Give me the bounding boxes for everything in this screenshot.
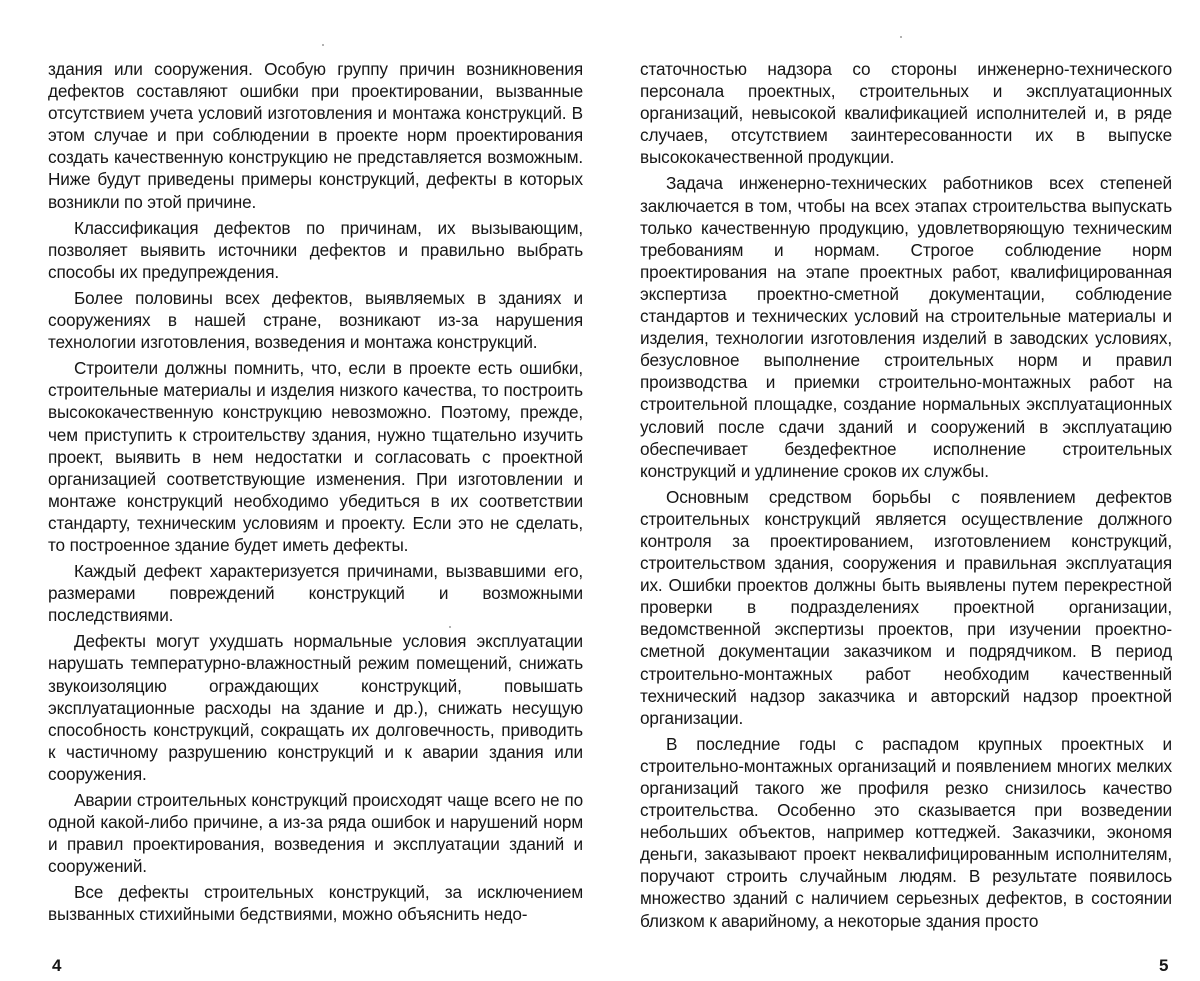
page-gutter	[600, 0, 624, 981]
page-number-right: 5	[1159, 956, 1169, 975]
scan-speck	[322, 44, 324, 46]
body-paragraph: Аварии строительных конструкций происходят чаще всего не по одной какой-либо причине, а из-за ряда ошибок и нарушений норм и правил проектирования, возведения и эксплуатации зданий и сооружений.	[48, 790, 583, 877]
page-number-left: 4	[52, 956, 62, 975]
body-paragraph: Все дефекты строительных конструкций, за исключением вызванных стихийными бедствиями, можно объяснить недо-	[48, 882, 583, 925]
body-paragraph: Строители должны помнить, что, если в проекте есть ошибки, строительные материалы и изделия низкого качества, то построить высококачественную конструкцию невозможно. Поэтому, прежде, чем приступить к строительству здания, нужно тщательно изучить проект, выявить в нем недостатки и согласовать с проектной организацией соответствующие изменения. При изготовлении и монтаже конструкций необходимо убедиться в их соответствии стандарту, техническим условиям и проекту. Если это не сделать, то построенное здание будет иметь дефекты.	[48, 358, 583, 555]
body-paragraph: Каждый дефект характеризуется причинами, вызвавшими его, размерами повреждений конструкций и возможными последствиями.	[48, 561, 583, 626]
body-paragraph: Дефекты могут ухудшать нормальные условия эксплуатации нарушать температурно-влажностный режим помещений, снижать звукоизоляцию ограждающих конструкций, повышать эксплуатационные расходы на здание и др.), снижать несущую способность конструкций, сокращать их долговечность, приводить к частичному разрушению конструкций и к аварии здания или сооружения.	[48, 631, 583, 784]
body-paragraph: Классификация дефектов по причинам, их вызывающим, позволяет выявить источники дефектов и правильно выбрать способы их предупреждения.	[48, 217, 583, 282]
body-paragraph: В последние годы с распадом крупных проектных и строительно-монтажных организаций и появлением многих мелких организаций такого же профиля резко снизилось качество строительства. Особенно это сказывается при возведении небольших объектов, например коттеджей. Заказчики, экономя деньги, заказывают проект неквалифицированным исполнителям, поручают строить случайным людям. В результате появилось множество зданий с наличием серьезных дефектов, в состоянии близком к аварийному, а некоторые здания просто	[640, 733, 1172, 931]
body-paragraph: Более половины всех дефектов, выявляемых в зданиях и сооружениях в нашей стране, возникают из-за нарушения технологии изготовления, возведения и монтажа конструкций.	[48, 287, 583, 353]
left-page	[48, 58, 583, 926]
scan-speck	[900, 36, 902, 38]
body-paragraph: Задача инженерно-технических работников всех степеней заключается в том, чтобы на всех этапах строительства выпускать только качественную продукцию, удовлетворяющую техническим требованиям и нормам. Строгое соблюдение норм проектирования на этапе проектных работ, квалифицированная экспертиза проектно-сметной документации, соблюдение стандартов и технических условий на строительные материалы и изделия, технологии изготовления изделий в заводских условиях, безусловное выполнение строительных норм и правил производства и приемки строительно-монтажных работ на строительной площадке, создание нормальных эксплуатационных условий после сдачи зданий и сооружений в эксплуатацию обеспечивает бездефектное исполнение строительных конструкций и удлинение сроков их службы.	[640, 173, 1172, 481]
body-paragraph: Основным средством борьбы с появлением дефектов строительных конструкций является осуществление должного контроля за проектированием, изготовлением конструкций, строительством здания, сооружения и правильная эксплуатация их. Ошибки проектов должны быть выявлены путем перекрестной проверки в подразделениях проектной организации, ведомственной экспертизы проектов, при изучении проектно-сметной документации заказчиком и подрядчиком. В период строительно-монтажных работ необходим качественный технический надзор заказчика и авторский надзор проектной организации.	[640, 486, 1172, 728]
body-paragraph: здания или сооружения. Особую группу причин возникновения дефектов составляют ошибки при проектировании, вызванные отсутствием учета условий изготовления и монтажа конструкций. В этом случае и при соблюдении в проекте норм проектирования создать качественную конструкцию не представляется возможным. Ниже будут приведены примеры конструкций, дефекты в которых возникли по этой причине.	[48, 59, 583, 212]
body-paragraph: статочностью надзора со стороны инженерно-технического персонала проектных, строительных и эксплуатационных организаций, невысокой квалификацией исполнителей и, в ряде случаев, отсутствием заинтересованности их в выпуске высококачественной продукции.	[640, 59, 1172, 168]
right-page	[640, 58, 1172, 932]
